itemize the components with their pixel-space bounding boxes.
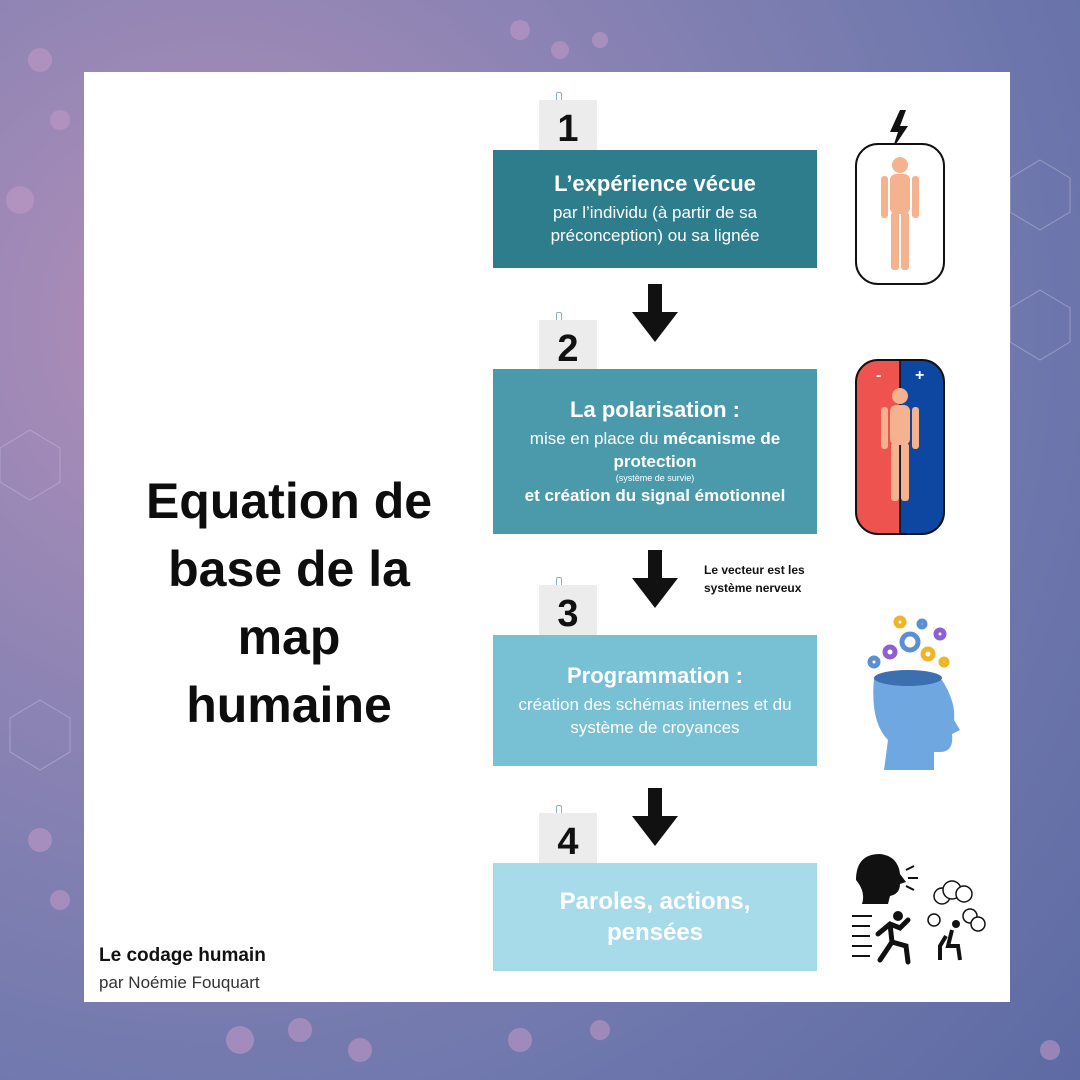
step-1-heading: L’expérience vécue xyxy=(554,171,756,196)
step-2-small-note: (système de survie) xyxy=(615,472,695,483)
thinking-person-icon xyxy=(928,881,985,960)
title-line: Equation de xyxy=(145,473,433,529)
step-2-heading: La polarisation : xyxy=(570,396,740,422)
title-line: humaine xyxy=(186,677,392,733)
down-arrow-icon xyxy=(630,788,680,848)
step-1-text: par l’individu (à partir de sa préconception) ou sa lignée xyxy=(550,203,760,245)
step-3-heading: Programmation : xyxy=(566,662,744,688)
down-arrow-icon xyxy=(630,284,680,344)
step-2-text xyxy=(505,427,805,473)
main-title xyxy=(84,467,494,739)
step-number-2: 2 xyxy=(539,320,597,378)
title-line: base de la xyxy=(168,541,410,597)
step-4-box xyxy=(493,863,817,971)
infographic-card xyxy=(84,72,1010,1002)
speaking-head-icon xyxy=(848,850,988,968)
head-gears-icon xyxy=(860,612,960,770)
step-number-4: 4 xyxy=(539,813,597,871)
vector-note-line: Le vecteur est les xyxy=(704,563,805,577)
vector-note-line: système nerveux xyxy=(704,581,802,595)
running-person-icon xyxy=(852,911,908,962)
step-3-text: création des schémas internes et du système de croyances xyxy=(518,694,792,737)
svg-text:+: + xyxy=(915,367,925,384)
vector-note xyxy=(704,561,805,597)
step-number-1: 1 xyxy=(539,100,597,158)
step-2-box xyxy=(493,369,817,534)
step-2-text-bold: mécanisme de protection xyxy=(613,428,781,471)
step-4-heading: Paroles, actions, pensées xyxy=(559,888,751,946)
step-2-text-prefix: mise en place du xyxy=(529,428,664,448)
title-line: map xyxy=(237,609,341,665)
step-number-3: 3 xyxy=(539,585,597,643)
polarity-body-icon xyxy=(854,358,946,536)
step-3-box xyxy=(493,635,817,766)
svg-text:-: - xyxy=(876,367,882,384)
credit-title: Le codage humain xyxy=(99,945,266,966)
step-2-text-bold2: et création du signal émotionnel xyxy=(524,485,786,505)
step-1-box xyxy=(493,150,817,268)
credit-author: par Noémie Fouquart xyxy=(99,973,260,992)
down-arrow-icon xyxy=(630,550,680,610)
human-body-icon xyxy=(852,110,948,288)
